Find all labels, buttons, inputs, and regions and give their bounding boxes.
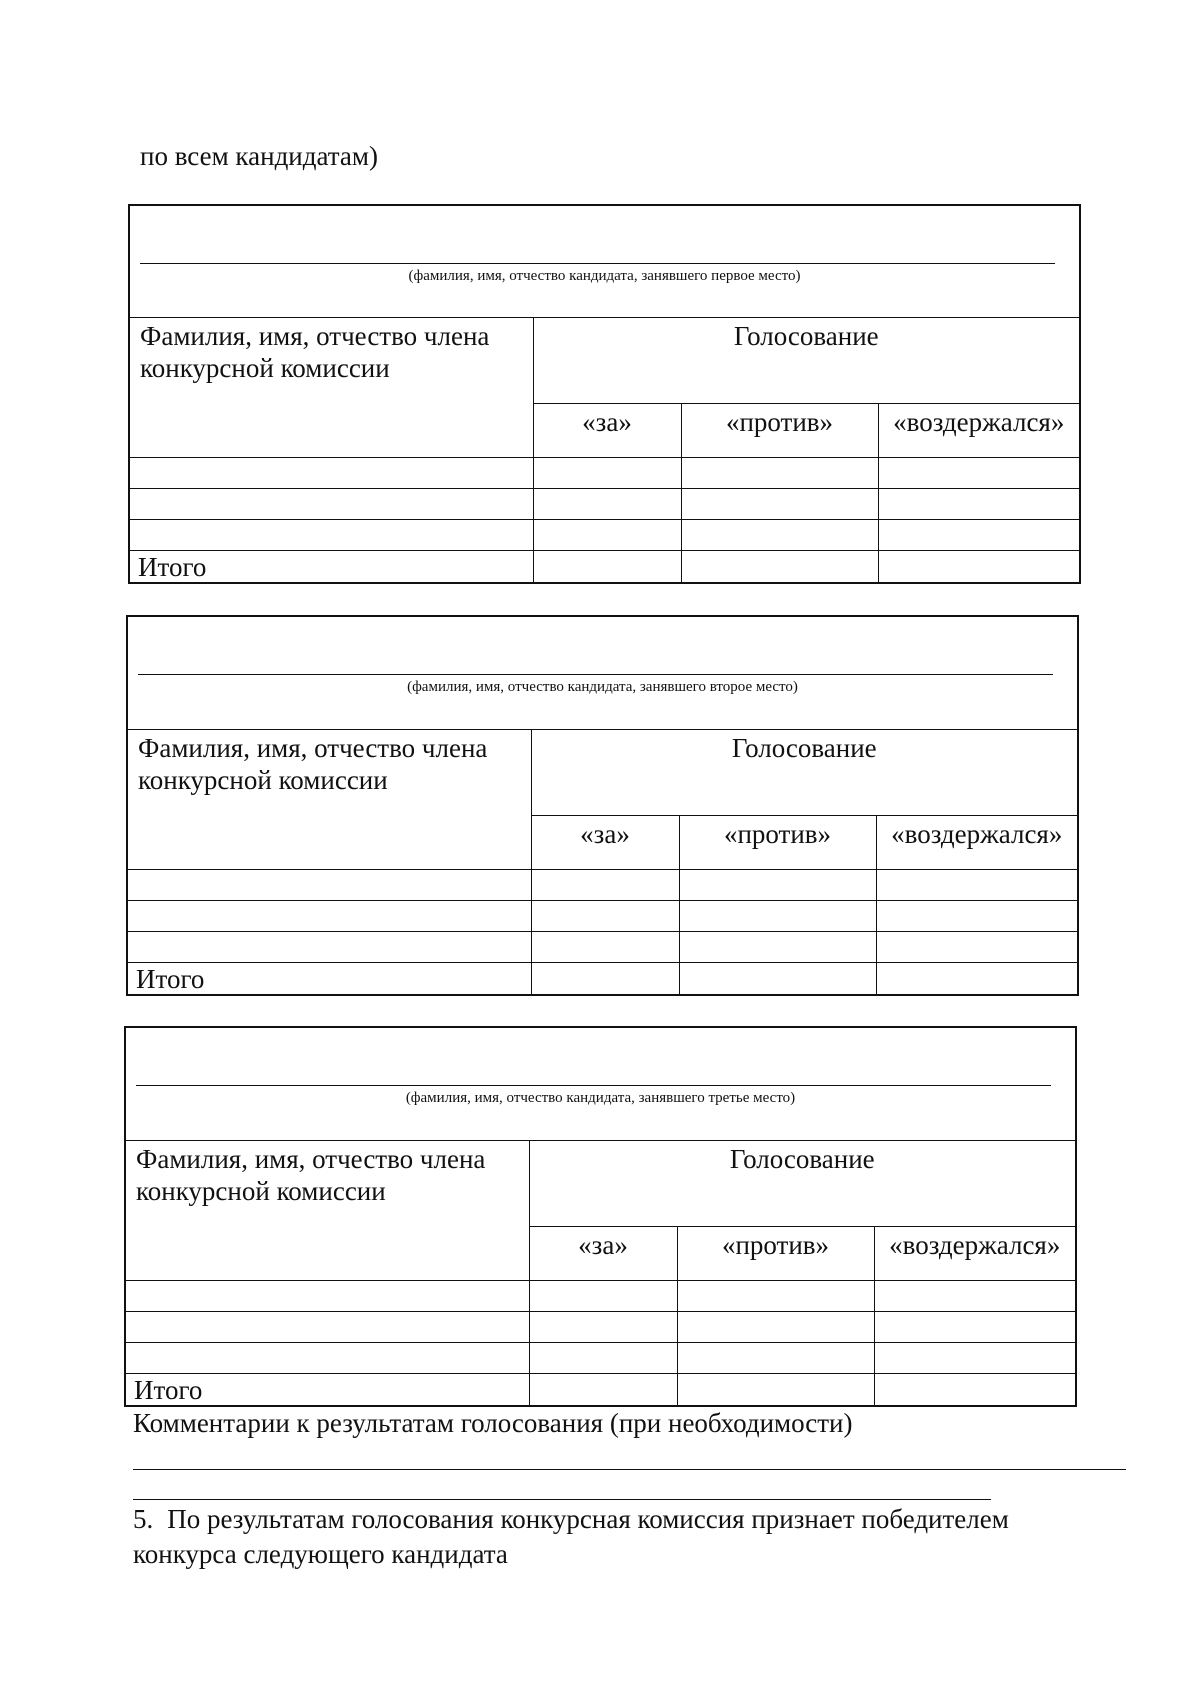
vote-against-header: «против»: [677, 1226, 874, 1280]
total-label: Итого: [125, 1373, 529, 1406]
candidate-name-field[interactable]: [127, 616, 1078, 729]
vote-for-cell[interactable]: [529, 1280, 677, 1311]
total-against-cell[interactable]: [677, 1373, 874, 1406]
comments-line-1[interactable]: [133, 1469, 1126, 1470]
vote-for-header: «за»: [529, 1226, 677, 1280]
member-name-cell[interactable]: [127, 869, 531, 900]
item-5-text: По результатам голосования конкурсная комиссия признает победителем конкурса следующего кандидата: [133, 1504, 1009, 1569]
voting-header: Голосование: [533, 317, 1080, 403]
candidate-name-line: [136, 1085, 1051, 1086]
vote-abstain-cell[interactable]: [876, 931, 1078, 962]
table-row: [127, 931, 1078, 962]
member-name-cell[interactable]: [127, 900, 531, 931]
vote-against-header: «против»: [679, 815, 876, 869]
member-name-cell[interactable]: [125, 1280, 529, 1311]
vote-against-cell[interactable]: [677, 1311, 874, 1342]
candidate-name-field[interactable]: [129, 205, 1080, 317]
total-against-cell[interactable]: [679, 962, 876, 995]
voting-table-second-place: [126, 615, 1079, 996]
candidate-caption: (фамилия, имя, отчество кандидата, занявшего третье место): [405, 1090, 796, 1106]
total-label: Итого: [127, 962, 531, 995]
table-row: [129, 488, 1080, 519]
member-name-cell[interactable]: [125, 1342, 529, 1373]
table-row: [125, 1342, 1076, 1373]
member-name-cell[interactable]: [125, 1311, 529, 1342]
vote-abstain-cell[interactable]: [878, 519, 1080, 550]
total-for-cell[interactable]: [531, 962, 679, 995]
vote-against-cell[interactable]: [679, 900, 876, 931]
vote-abstain-header: «воздержался»: [876, 815, 1078, 869]
table-row: [129, 519, 1080, 550]
vote-abstain-cell[interactable]: [874, 1342, 1076, 1373]
table-row: [127, 900, 1078, 931]
voting-header: Голосование: [529, 1140, 1076, 1226]
vote-abstain-cell[interactable]: [874, 1311, 1076, 1342]
item-5-paragraph: [133, 1502, 1103, 1572]
vote-against-header: «против»: [681, 403, 878, 457]
vote-against-cell[interactable]: [681, 457, 878, 488]
vote-for-cell[interactable]: [533, 457, 681, 488]
comments-label: Комментарии к результатам голосования (при необходимости): [133, 1408, 853, 1438]
vote-abstain-cell[interactable]: [878, 488, 1080, 519]
vote-for-cell[interactable]: [531, 931, 679, 962]
total-abstain-cell[interactable]: [878, 550, 1080, 583]
vote-abstain-cell[interactable]: [876, 869, 1078, 900]
total-against-cell[interactable]: [681, 550, 878, 583]
total-abstain-cell[interactable]: [874, 1373, 1076, 1406]
vote-for-cell[interactable]: [533, 488, 681, 519]
vote-for-cell[interactable]: [529, 1311, 677, 1342]
voting-table-third-place: [124, 1026, 1077, 1407]
vote-for-cell[interactable]: [531, 900, 679, 931]
member-name-cell[interactable]: [129, 519, 533, 550]
vote-for-header: «за»: [531, 815, 679, 869]
member-name-header: Фамилия, имя, отчество члена конкурсной комиссии: [129, 317, 533, 457]
member-name-header: Фамилия, имя, отчество члена конкурсной комиссии: [127, 729, 531, 869]
member-name-cell[interactable]: [127, 931, 531, 962]
vote-abstain-cell[interactable]: [874, 1280, 1076, 1311]
member-name-cell[interactable]: [129, 488, 533, 519]
candidate-name-line: [140, 263, 1055, 264]
intro-text: по всем кандидатам): [140, 141, 378, 171]
total-abstain-cell[interactable]: [876, 962, 1078, 995]
vote-for-cell[interactable]: [533, 519, 681, 550]
candidate-caption: (фамилия, имя, отчество кандидата, занявшего первое место): [408, 268, 801, 284]
total-for-cell[interactable]: [529, 1373, 677, 1406]
vote-for-cell[interactable]: [529, 1342, 677, 1373]
vote-against-cell[interactable]: [679, 869, 876, 900]
total-row: [127, 962, 1078, 995]
total-for-cell[interactable]: [533, 550, 681, 583]
member-name-header: Фамилия, имя, отчество члена конкурсной комиссии: [125, 1140, 529, 1280]
table-row: [125, 1311, 1076, 1342]
vote-abstain-header: «воздержался»: [878, 403, 1080, 457]
member-name-cell[interactable]: [129, 457, 533, 488]
candidate-name-line: [138, 674, 1053, 675]
vote-against-cell[interactable]: [677, 1280, 874, 1311]
table-row: [129, 457, 1080, 488]
total-row: [125, 1373, 1076, 1406]
vote-abstain-cell[interactable]: [878, 457, 1080, 488]
table-row: [125, 1280, 1076, 1311]
comments-line-2[interactable]: [133, 1499, 991, 1500]
voting-header: Голосование: [531, 729, 1078, 815]
vote-against-cell[interactable]: [681, 519, 878, 550]
vote-against-cell[interactable]: [677, 1342, 874, 1373]
vote-against-cell[interactable]: [679, 931, 876, 962]
table-row: [127, 869, 1078, 900]
vote-for-header: «за»: [533, 403, 681, 457]
vote-abstain-header: «воздержался»: [874, 1226, 1076, 1280]
candidate-caption: (фамилия, имя, отчество кандидата, занявшего второе место): [407, 679, 798, 695]
vote-abstain-cell[interactable]: [876, 900, 1078, 931]
total-label: Итого: [129, 550, 533, 583]
voting-table-first-place: [128, 204, 1081, 584]
candidate-name-field[interactable]: [125, 1027, 1076, 1140]
vote-against-cell[interactable]: [681, 488, 878, 519]
total-row: [129, 550, 1080, 583]
vote-for-cell[interactable]: [531, 869, 679, 900]
item-5-number: 5.: [133, 1504, 154, 1534]
